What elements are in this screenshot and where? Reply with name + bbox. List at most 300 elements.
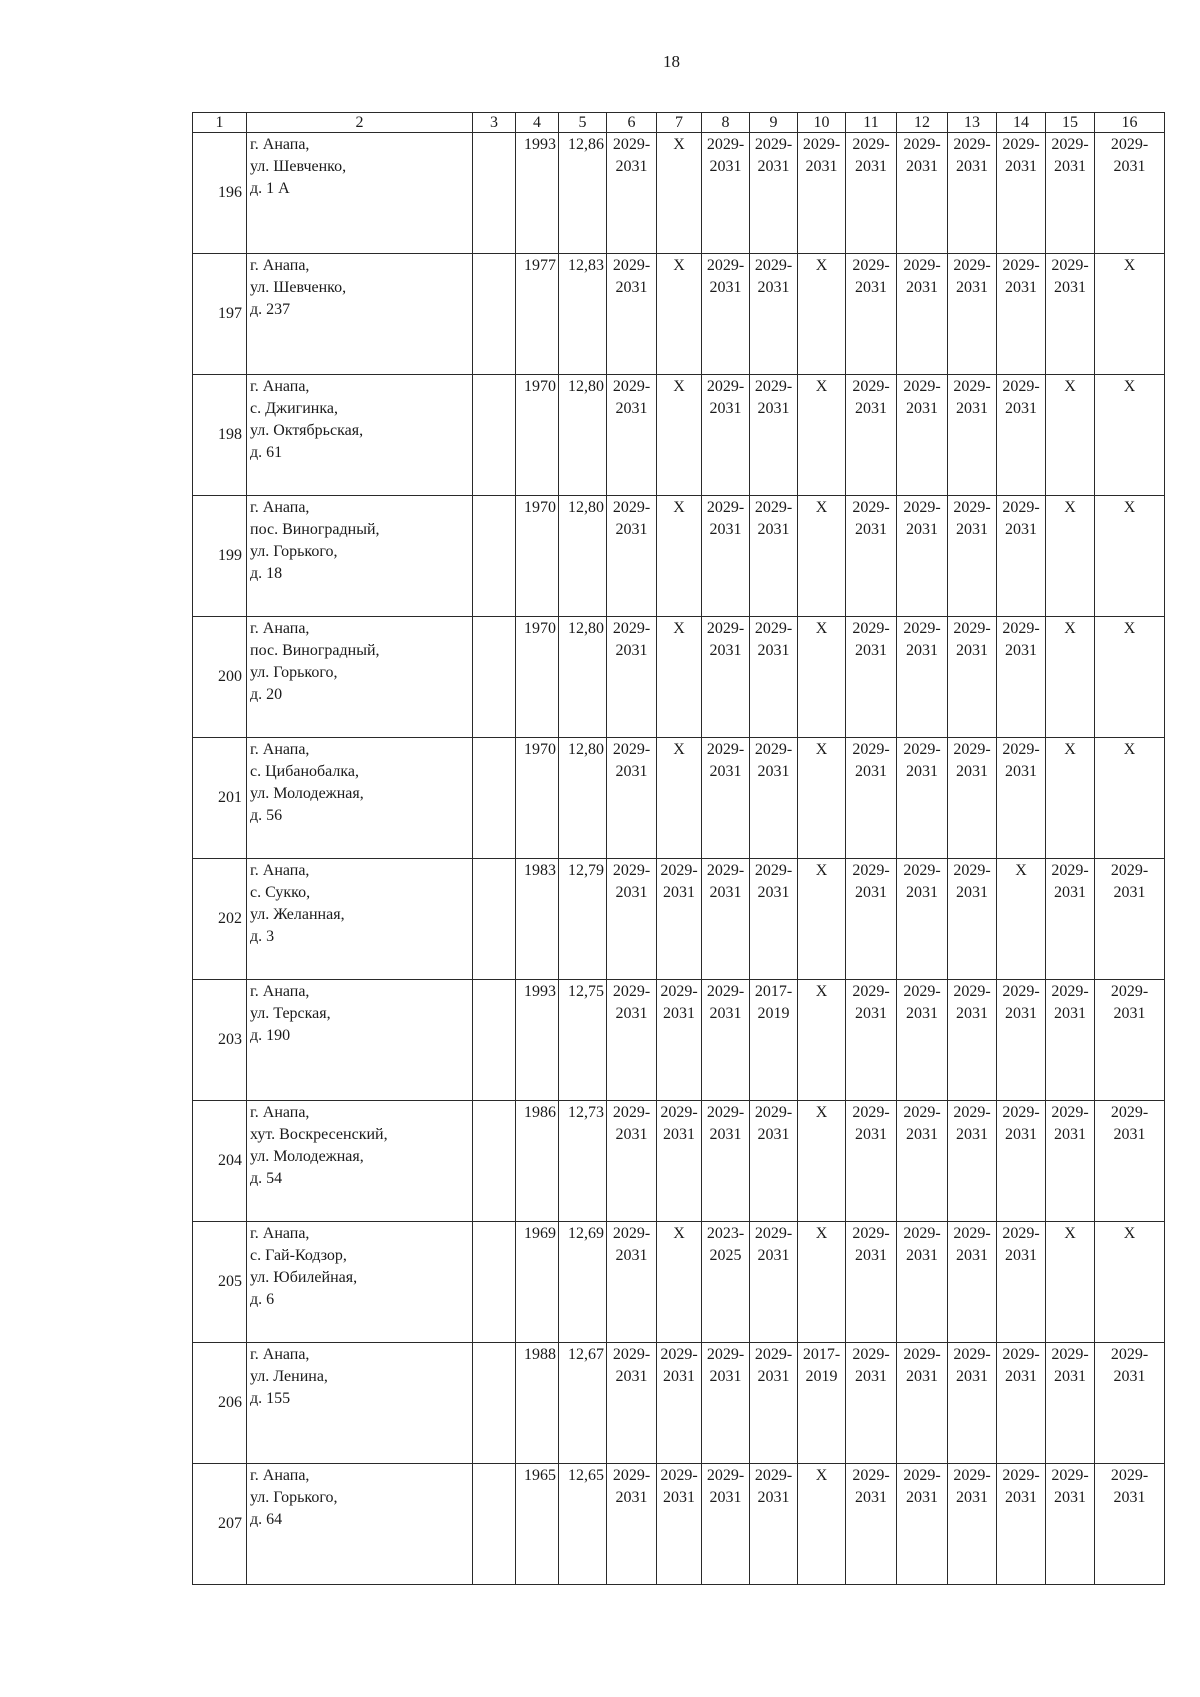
period-start: 2029- [852, 862, 890, 879]
period-end: 2031 [615, 1126, 648, 1143]
period-start: 2029- [612, 741, 651, 758]
period-start: 2029- [903, 136, 941, 153]
period-cell [798, 1343, 846, 1464]
period-cell [948, 859, 997, 980]
period-end: 2031 [757, 279, 790, 296]
period-cell [1095, 859, 1165, 980]
page-number: 18 [663, 52, 680, 71]
period-end: 2031 [1005, 763, 1037, 780]
period-cell [846, 980, 897, 1101]
period-end: 2031 [709, 1368, 742, 1385]
period-cell: X [798, 617, 846, 738]
period-end: 2031 [709, 158, 742, 175]
row-number-cell: 196 [193, 133, 247, 254]
period-start: 2029- [903, 741, 941, 758]
period-start: 2029- [1110, 1104, 1149, 1121]
period-cell [846, 1101, 897, 1222]
address-line: г. Анапа, [250, 862, 310, 879]
period-start: 2029- [1002, 741, 1040, 758]
period-end: 2031 [855, 521, 887, 538]
period-cell [897, 859, 948, 980]
period-start: 2029- [706, 136, 745, 153]
period-cell [1095, 1464, 1165, 1585]
period-cell [846, 1222, 897, 1343]
value-cell: 12,65 [559, 1464, 607, 1585]
address-line: д. 64 [250, 1511, 283, 1528]
address-cell [247, 1222, 473, 1343]
column-number-header: 15 [1046, 113, 1095, 133]
period-end: 2031 [906, 1247, 938, 1264]
period-start: 2029- [706, 378, 745, 395]
period-cell: X [798, 1222, 846, 1343]
address-line: д. 6 [250, 1291, 275, 1308]
period-end: 2019 [757, 1005, 790, 1022]
address-line: д. 18 [250, 565, 283, 582]
period-start: 2029- [612, 983, 651, 1000]
period-start: 2029- [1002, 499, 1040, 516]
period-end: 2031 [757, 1489, 790, 1506]
column-3-cell [473, 1222, 516, 1343]
period-end: 2031 [757, 642, 790, 659]
column-number-header: 6 [607, 113, 657, 133]
period-cell [750, 133, 798, 254]
period-cell: X [1095, 738, 1165, 859]
address-line: г. Анапа, [250, 1225, 310, 1242]
period-cell [702, 738, 750, 859]
period-cell [1046, 1343, 1095, 1464]
period-end: 2031 [1005, 1126, 1037, 1143]
period-end: 2031 [757, 1247, 790, 1264]
year-cell: 1970 [516, 496, 559, 617]
period-cell: X [997, 859, 1046, 980]
column-number-header: 11 [846, 113, 897, 133]
year-cell: 1970 [516, 375, 559, 496]
period-cell [702, 980, 750, 1101]
period-start: 2029- [612, 136, 651, 153]
column-3-cell [473, 1464, 516, 1585]
period-start: 2029- [660, 983, 698, 1000]
period-start: 2029- [1002, 136, 1040, 153]
period-cell [702, 859, 750, 980]
period-start: 2029- [852, 378, 890, 395]
period-end: 2031 [855, 1368, 887, 1385]
address-line: д. 155 [250, 1390, 291, 1407]
period-cell [997, 133, 1046, 254]
address-line: д. 20 [250, 686, 283, 703]
period-end: 2031 [956, 1126, 988, 1143]
period-cell [750, 617, 798, 738]
address-cell [247, 980, 473, 1101]
year-cell: 1970 [516, 617, 559, 738]
table-row [193, 1101, 1165, 1222]
period-start: 2029- [612, 1225, 651, 1242]
period-cell [750, 496, 798, 617]
address-cell [247, 1101, 473, 1222]
period-end: 2031 [855, 1126, 887, 1143]
period-cell [997, 375, 1046, 496]
period-start: 2029- [953, 983, 991, 1000]
value-cell: 12,86 [559, 133, 607, 254]
period-start: 2029- [953, 1104, 991, 1121]
period-start: 2029- [953, 741, 991, 758]
period-end: 2031 [757, 1368, 790, 1385]
table-row [193, 617, 1165, 738]
period-cell [897, 496, 948, 617]
period-start: 2029- [1110, 1346, 1149, 1363]
period-end: 2031 [615, 279, 648, 296]
period-end: 2031 [906, 158, 938, 175]
period-end: 2031 [1005, 1489, 1037, 1506]
period-start: 2029- [706, 620, 745, 637]
period-start: 2029- [706, 257, 745, 274]
period-end: 2019 [805, 1368, 838, 1385]
period-start: 2029- [903, 983, 941, 1000]
period-start: 2029- [706, 741, 745, 758]
year-cell: 1993 [516, 133, 559, 254]
period-cell [750, 980, 798, 1101]
period-end: 2031 [855, 400, 887, 417]
period-end: 2031 [615, 158, 648, 175]
period-end: 2031 [757, 1126, 790, 1143]
period-start: 2029- [1110, 983, 1149, 1000]
address-line: хут. Воскресенский, [250, 1126, 388, 1143]
row-number-cell: 197 [193, 254, 247, 375]
period-cell: X [1046, 1222, 1095, 1343]
period-start: 2029- [852, 1225, 890, 1242]
period-start: 2029- [953, 1225, 991, 1242]
period-end: 2031 [1113, 1489, 1146, 1506]
period-cell [702, 496, 750, 617]
value-cell: 12,73 [559, 1101, 607, 1222]
period-end: 2031 [855, 884, 887, 901]
period-start: 2029- [754, 257, 793, 274]
address-cell [247, 1343, 473, 1464]
period-cell [750, 1101, 798, 1222]
period-end: 2031 [663, 1126, 695, 1143]
period-start: 2029- [852, 741, 890, 758]
period-cell [607, 254, 657, 375]
address-line: г. Анапа, [250, 1104, 310, 1121]
period-cell: X [657, 496, 702, 617]
housing-register-table [192, 112, 1165, 1585]
period-end: 2025 [709, 1247, 742, 1264]
address-line: ул. Молодежная, [250, 1148, 364, 1165]
value-cell: 12,80 [559, 375, 607, 496]
period-cell [657, 859, 702, 980]
address-line: г. Анапа, [250, 620, 310, 637]
address-line: г. Анапа, [250, 983, 310, 1000]
period-end: 2031 [956, 521, 988, 538]
column-number-header: 9 [750, 113, 798, 133]
address-line: с. Джигинка, [250, 400, 338, 417]
period-start: 2029- [953, 1467, 991, 1484]
table-row [193, 738, 1165, 859]
address-cell [247, 617, 473, 738]
period-end: 2031 [1054, 1005, 1086, 1022]
address-line: д. 190 [250, 1027, 291, 1044]
period-end: 2031 [855, 158, 887, 175]
address-cell [247, 254, 473, 375]
period-cell [1095, 980, 1165, 1101]
period-start: 2029- [903, 620, 941, 637]
row-number-cell: 200 [193, 617, 247, 738]
table-row [193, 1343, 1165, 1464]
address-line: г. Анапа, [250, 1467, 310, 1484]
period-end: 2031 [709, 521, 742, 538]
period-end: 2031 [1113, 884, 1146, 901]
column-number-header: 4 [516, 113, 559, 133]
row-number-cell: 206 [193, 1343, 247, 1464]
table-row [193, 859, 1165, 980]
period-cell [897, 980, 948, 1101]
period-end: 2031 [906, 763, 938, 780]
period-end: 2031 [956, 1005, 988, 1022]
period-end: 2031 [855, 1247, 887, 1264]
period-start: 2029- [852, 1467, 890, 1484]
period-cell [948, 254, 997, 375]
column-number-header: 3 [473, 113, 516, 133]
period-start: 2029- [1110, 862, 1149, 879]
period-start: 2029- [1002, 1104, 1040, 1121]
period-start: 2029- [612, 1346, 651, 1363]
period-end: 2031 [709, 400, 742, 417]
period-end: 2031 [757, 400, 790, 417]
column-3-cell [473, 980, 516, 1101]
value-cell: 12,80 [559, 617, 607, 738]
year-cell: 1965 [516, 1464, 559, 1585]
period-cell: X [1046, 738, 1095, 859]
period-start: 2029- [1002, 620, 1040, 637]
period-start: 2029- [802, 136, 841, 153]
period-end: 2031 [663, 1005, 695, 1022]
period-start: 2029- [852, 136, 890, 153]
period-cell [1046, 980, 1095, 1101]
period-start: 2029- [706, 1104, 745, 1121]
period-cell [846, 375, 897, 496]
period-cell [948, 738, 997, 859]
period-start: 2029- [1110, 1467, 1149, 1484]
period-cell: X [1046, 496, 1095, 617]
column-3-cell [473, 617, 516, 738]
period-start: 2029- [953, 257, 991, 274]
period-start: 2029- [852, 499, 890, 516]
period-end: 2031 [1005, 521, 1037, 538]
period-start: 2029- [953, 136, 991, 153]
period-start: 2029- [754, 620, 793, 637]
period-start: 2029- [706, 983, 745, 1000]
period-cell: X [1046, 375, 1095, 496]
period-cell [1095, 1343, 1165, 1464]
period-start: 2029- [754, 136, 793, 153]
address-line: ул. Молодежная, [250, 785, 364, 802]
period-cell: X [798, 254, 846, 375]
period-cell [702, 1101, 750, 1222]
period-start: 2029- [1051, 862, 1089, 879]
period-cell: X [1046, 617, 1095, 738]
column-3-cell [473, 859, 516, 980]
column-number-header: 16 [1095, 113, 1165, 133]
period-cell: X [1095, 496, 1165, 617]
period-end: 2031 [615, 1247, 648, 1264]
column-3-cell [473, 496, 516, 617]
address-line: ул. Юбилейная, [250, 1269, 358, 1286]
period-end: 2031 [1005, 1368, 1037, 1385]
period-end: 2031 [1054, 279, 1086, 296]
period-end: 2031 [1054, 1126, 1086, 1143]
period-end: 2031 [709, 279, 742, 296]
period-cell [702, 375, 750, 496]
period-end: 2031 [1054, 1368, 1086, 1385]
period-end: 2031 [615, 1368, 648, 1385]
period-end: 2031 [1005, 279, 1037, 296]
period-start: 2029- [953, 499, 991, 516]
period-cell [702, 1343, 750, 1464]
period-cell [897, 1343, 948, 1464]
period-end: 2031 [956, 1489, 988, 1506]
period-end: 2031 [709, 1126, 742, 1143]
value-cell: 12,83 [559, 254, 607, 375]
address-line: д. 56 [250, 807, 283, 824]
period-end: 2031 [906, 642, 938, 659]
period-start: 2029- [1002, 1346, 1040, 1363]
period-cell [997, 254, 1046, 375]
address-line: ул. Шевченко, [250, 279, 347, 296]
address-line: д. 237 [250, 301, 291, 318]
period-cell [997, 980, 1046, 1101]
period-cell: X [657, 617, 702, 738]
period-start: 2029- [852, 1104, 890, 1121]
period-end: 2031 [757, 884, 790, 901]
period-end: 2031 [956, 642, 988, 659]
period-end: 2031 [956, 158, 988, 175]
period-start: 2029- [1051, 983, 1089, 1000]
period-cell [607, 617, 657, 738]
period-cell [997, 1464, 1046, 1585]
period-cell [607, 1464, 657, 1585]
period-start: 2029- [754, 1104, 793, 1121]
period-cell: X [798, 859, 846, 980]
period-cell [1046, 133, 1095, 254]
period-start: 2029- [1002, 1225, 1040, 1242]
period-start: 2029- [660, 862, 698, 879]
period-start: 2029- [903, 378, 941, 395]
period-cell [846, 1464, 897, 1585]
period-cell: X [798, 1464, 846, 1585]
period-start: 2029- [754, 862, 793, 879]
address-line: ул. Шевченко, [250, 158, 347, 175]
period-start: 2029- [852, 620, 890, 637]
address-line: г. Анапа, [250, 1346, 310, 1363]
address-line: с. Гай-Кодзор, [250, 1247, 347, 1264]
period-start: 2029- [1051, 257, 1089, 274]
period-start: 2029- [1051, 1104, 1089, 1121]
period-cell [607, 1222, 657, 1343]
period-cell [750, 254, 798, 375]
period-cell [750, 1464, 798, 1585]
period-end: 2031 [1054, 158, 1086, 175]
year-cell: 1993 [516, 980, 559, 1101]
column-3-cell [473, 1101, 516, 1222]
period-end: 2031 [956, 1368, 988, 1385]
period-cell [1046, 254, 1095, 375]
row-number-cell: 202 [193, 859, 247, 980]
address-cell [247, 133, 473, 254]
period-start: 2029- [1051, 136, 1089, 153]
period-end: 2031 [855, 763, 887, 780]
period-cell [846, 859, 897, 980]
period-cell [750, 738, 798, 859]
period-start: 2029- [903, 499, 941, 516]
period-start: 2029- [660, 1467, 698, 1484]
period-end: 2031 [615, 763, 648, 780]
period-end: 2031 [1005, 642, 1037, 659]
period-cell: X [657, 133, 702, 254]
period-end: 2031 [855, 279, 887, 296]
period-cell [750, 1222, 798, 1343]
period-end: 2031 [956, 400, 988, 417]
row-number-cell: 205 [193, 1222, 247, 1343]
period-cell [846, 254, 897, 375]
period-start: 2029- [754, 741, 793, 758]
year-cell: 1970 [516, 738, 559, 859]
period-end: 2031 [956, 1247, 988, 1264]
address-line: г. Анапа, [250, 499, 310, 516]
period-end: 2031 [615, 400, 648, 417]
period-cell [750, 1343, 798, 1464]
period-end: 2031 [709, 884, 742, 901]
period-start: 2029- [1051, 1467, 1089, 1484]
period-cell: X [657, 375, 702, 496]
period-start: 2029- [754, 1225, 793, 1242]
table-row [193, 375, 1165, 496]
period-end: 2031 [615, 884, 648, 901]
address-line: с. Цибанобалка, [250, 763, 360, 780]
period-start: 2029- [852, 257, 890, 274]
period-cell [897, 1101, 948, 1222]
address-line: г. Анапа, [250, 378, 310, 395]
period-cell [702, 617, 750, 738]
period-end: 2031 [1005, 1005, 1037, 1022]
year-cell: 1986 [516, 1101, 559, 1222]
period-start: 2029- [1110, 136, 1149, 153]
period-start: 2029- [660, 1346, 698, 1363]
row-number-cell: 207 [193, 1464, 247, 1585]
address-line: д. 54 [250, 1170, 283, 1187]
period-cell [607, 375, 657, 496]
period-cell [750, 375, 798, 496]
value-cell: 12,79 [559, 859, 607, 980]
table-row [193, 496, 1165, 617]
column-3-cell [473, 254, 516, 375]
address-line: ул. Октябрьская, [250, 422, 364, 439]
period-cell [897, 133, 948, 254]
year-cell: 1977 [516, 254, 559, 375]
period-end: 2031 [709, 642, 742, 659]
period-end: 2031 [615, 642, 648, 659]
period-start: 2029- [852, 1346, 890, 1363]
period-end: 2031 [1005, 1247, 1037, 1264]
period-cell [846, 1343, 897, 1464]
period-cell [607, 859, 657, 980]
period-cell [1046, 1101, 1095, 1222]
period-cell [846, 133, 897, 254]
address-line: ул. Горького, [250, 543, 338, 560]
period-start: 2029- [903, 1467, 941, 1484]
row-number-cell: 198 [193, 375, 247, 496]
table-row [193, 254, 1165, 375]
period-cell [607, 738, 657, 859]
address-line: г. Анапа, [250, 136, 310, 153]
